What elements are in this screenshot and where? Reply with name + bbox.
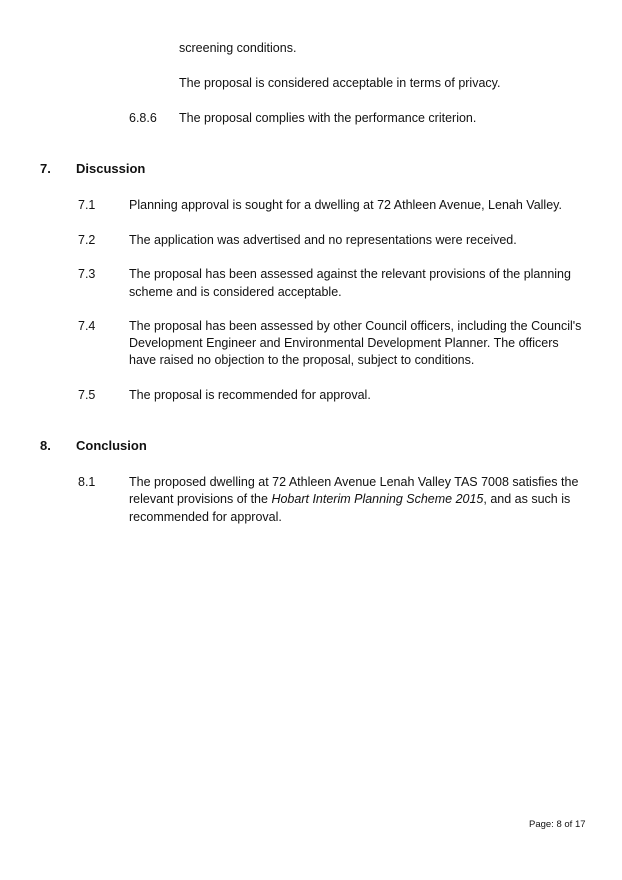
item-text-7-4-line-3: have raised no objection to the proposal, subject to conditions. — [129, 353, 475, 367]
section-number-discussion: 7. — [40, 161, 51, 176]
item-number-7-1: 7.1 — [78, 198, 96, 212]
item-number-8-1: 8.1 — [78, 475, 96, 489]
item-text-8-1-line-3: recommended for approval. — [129, 510, 282, 524]
item-number-7-2: 7.2 — [78, 233, 96, 247]
item-text-7-1: Planning approval is sought for a dwelling at 72 Athleen Avenue, Lenah Valley. — [129, 198, 562, 212]
item-text-7-4-line-1: The proposal has been assessed by other Council officers, including the Council's — [129, 319, 582, 333]
item-text-7-4-line-2: Development Engineer and Environmental Development Planner. The officers — [129, 336, 559, 350]
section-heading-discussion: Discussion — [76, 161, 146, 176]
item-text-7-3-line-1: The proposal has been assessed against the relevant provisions of the planning — [129, 267, 571, 281]
item-text-7-5: The proposal is recommended for approval. — [129, 388, 371, 402]
section-heading-conclusion: Conclusion — [76, 438, 147, 453]
line-2-suffix: , and as such is — [483, 492, 571, 506]
item-text-7-2: The application was advertised and no representations were received. — [129, 233, 517, 247]
continuation-text: screening conditions. — [179, 41, 297, 55]
line-2-prefix: relevant provisions of the — [129, 492, 272, 506]
item-number-7-5: 7.5 — [78, 388, 96, 402]
item-number-7-3: 7.3 — [78, 267, 96, 281]
item-number-6-8-6: 6.8.6 — [129, 111, 157, 125]
item-text-8-1-line-2 — [129, 490, 570, 508]
page-number: Page: 8 of 17 — [529, 819, 586, 830]
section-number-conclusion: 8. — [40, 438, 51, 453]
item-number-7-4: 7.4 — [78, 319, 96, 333]
item-text-6-8-6: The proposal complies with the performance criterion. — [179, 111, 477, 125]
item-text-7-3-line-2: scheme and is considered acceptable. — [129, 285, 342, 299]
item-text-8-1-line-1: The proposed dwelling at 72 Athleen Avenue Lenah Valley TAS 7008 satisfies the — [129, 475, 579, 489]
privacy-statement: The proposal is considered acceptable in terms of privacy. — [179, 76, 501, 90]
scheme-title: Hobart Interim Planning Scheme 2015 — [271, 492, 484, 506]
